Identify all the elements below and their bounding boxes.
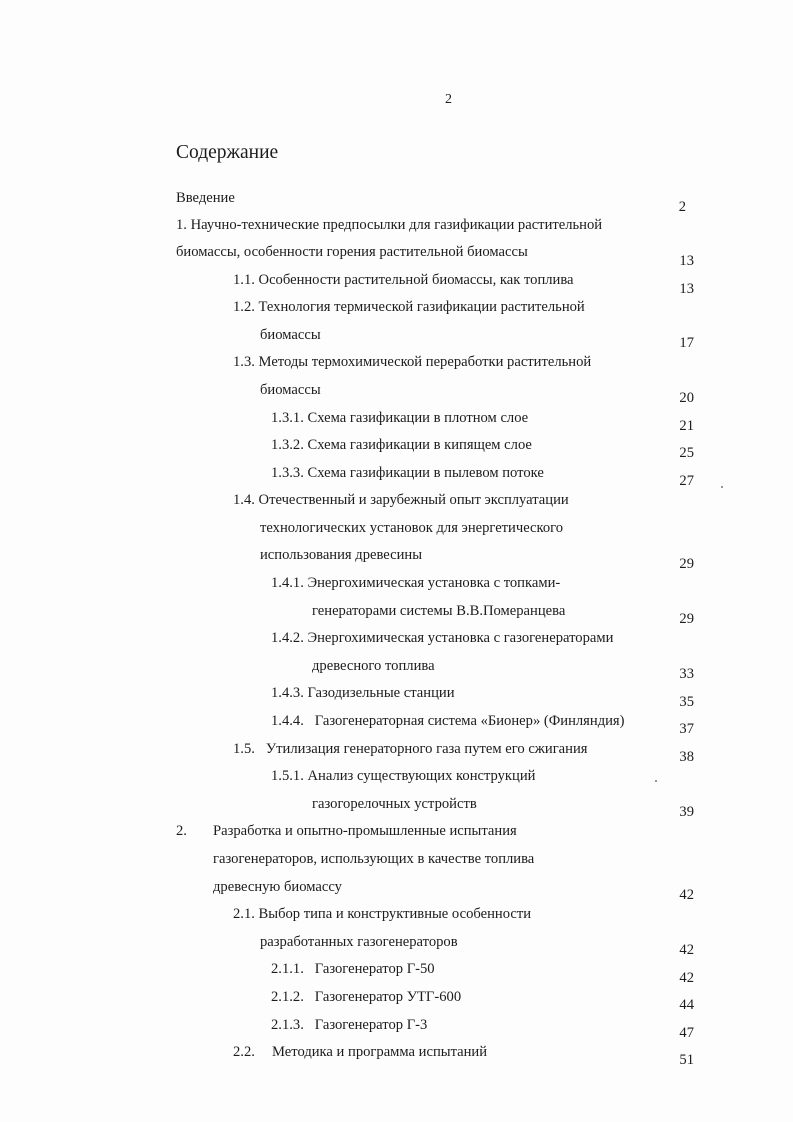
toc-page: 33 [679, 666, 694, 682]
toc-line: 2.1.2. Газогенератор УТГ-600 [271, 989, 462, 1005]
toc-line: 1.3.2. Схема газификации в кипящем слое [271, 437, 532, 453]
toc-page: 13 [679, 253, 694, 269]
toc-page: 21 [679, 418, 694, 434]
toc-line: 2.2. [233, 1044, 255, 1060]
toc-line: древесную биомассу [213, 879, 342, 895]
toc-page: 20 [679, 390, 694, 406]
toc-line: 1.4.3. Газодизельные станции [271, 685, 455, 701]
toc-line: 1.1. Особенности растительной биомассы, как топлива [233, 272, 574, 288]
toc-line: газогенераторов, использующих в качестве топлива [213, 851, 535, 867]
toc-page: 38 [679, 749, 694, 765]
toc-page: 29 [679, 611, 694, 627]
toc-line: 1.4.4. Газогенераторная система «Бионер» (Финляндия) [271, 713, 625, 729]
toc-line: 2. [176, 823, 187, 839]
toc-line: биомассы, особенности горения растительной биомассы [176, 244, 528, 260]
toc-line: 2.1.3. Газогенератор Г-3 [271, 1017, 428, 1033]
toc-line: 2.1.1. Газогенератор Г-50 [271, 961, 435, 977]
toc-line: биомассы [260, 327, 321, 343]
toc-page: 47 [679, 1025, 694, 1041]
toc-line: 1.3.1. Схема газификации в плотном слое [271, 410, 529, 426]
toc-line: 1.4.2. Энергохимическая установка с газогенераторами [271, 630, 614, 646]
page-title: Содержание [176, 142, 279, 163]
toc-line: 1.4. Отечественный и зарубежный опыт эксплуатации [233, 492, 569, 508]
toc-line: 1. Научно-технические предпосылки для газификации растительной [176, 217, 603, 233]
toc-line: 1.3.3. Схема газификации в пылевом потоке [271, 465, 544, 481]
toc-line: 1.5. Утилизация генераторного газа путем его сжигания [233, 741, 588, 757]
toc-line: разработанных газогенераторов [260, 934, 458, 950]
toc-page: 27 [679, 473, 694, 489]
scan-speck [655, 780, 657, 782]
toc-page: 35 [679, 694, 694, 710]
toc-page: 42 [679, 942, 694, 958]
toc-line: генераторами системы В.В.Померанцева [312, 603, 566, 619]
toc-line: Методика и программа испытаний [272, 1044, 488, 1060]
toc-page: 51 [679, 1052, 694, 1068]
toc-page: 42 [679, 887, 694, 903]
toc-line: 1.3. Методы термохимической переработки растительной [233, 354, 592, 370]
toc-line: 1.2. Технология термической газификации растительной [233, 299, 585, 315]
toc-line: биомассы [260, 382, 321, 398]
toc-line: использования древесины [260, 547, 423, 563]
scan-speck [721, 486, 723, 488]
toc-line: Введение [176, 190, 235, 206]
toc-page: 37 [679, 721, 694, 737]
toc-line: 2.1. Выбор типа и конструктивные особенности [233, 906, 532, 922]
toc-page: 39 [679, 804, 694, 820]
toc-line: Разработка и опытно-промышленные испытания [213, 823, 517, 839]
toc-line: газогорелочных устройств [312, 796, 477, 812]
toc-page: 25 [679, 445, 694, 461]
toc-line: 1.4.1. Энергохимическая установка с топками- [271, 575, 561, 591]
toc-page: 29 [679, 556, 694, 572]
toc-page: 42 [679, 970, 694, 986]
toc-page: 2 [678, 199, 686, 215]
toc-page: 44 [679, 997, 694, 1013]
toc-line: технологических установок для энергетического [260, 520, 564, 536]
toc-page: 17 [679, 335, 694, 351]
page-number: 2 [445, 92, 452, 107]
toc-page: 13 [679, 281, 694, 297]
toc-line: 1.5.1. Анализ существующих конструкций [271, 768, 536, 784]
toc-line: древесного топлива [312, 658, 435, 674]
